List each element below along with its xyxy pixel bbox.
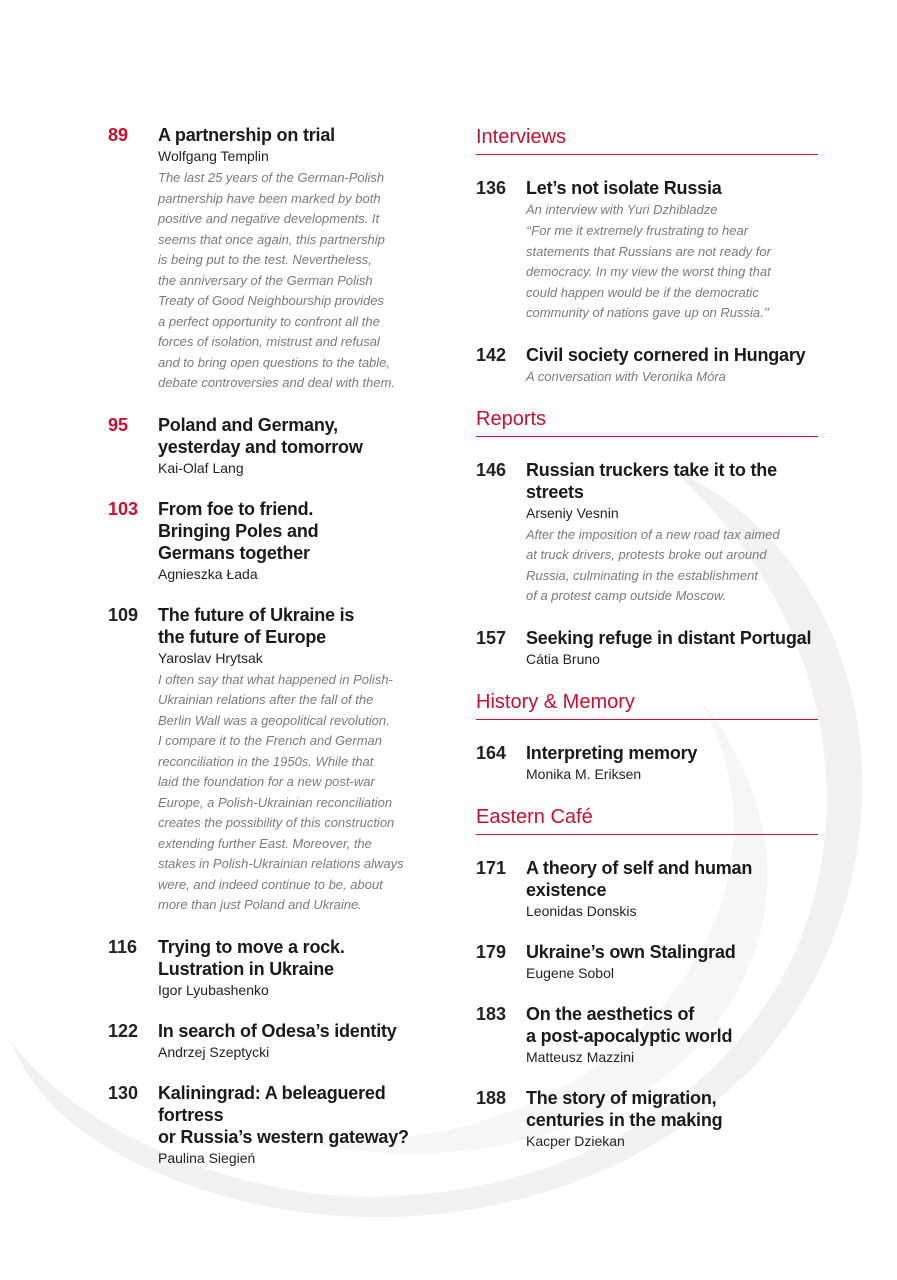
- toc-entry[interactable]: [108, 936, 438, 1000]
- article-subtitle: A conversation with Veronika Móra: [526, 368, 726, 384]
- page-number: 116: [108, 936, 138, 957]
- article-author: Andrzej Szeptycki: [158, 1043, 270, 1060]
- page-number: 179: [476, 941, 507, 962]
- toc-entry[interactable]: [476, 941, 818, 983]
- article-title[interactable]: A partnership on trial: [158, 125, 335, 145]
- toc-entry[interactable]: [476, 344, 818, 386]
- article-title[interactable]: Trying to move a rock. Lustration in Ukraine: [158, 936, 345, 979]
- section-heading: Eastern Café: [476, 804, 818, 835]
- toc-entry[interactable]: [476, 742, 818, 784]
- page-number: 146: [476, 459, 507, 480]
- page-number: 183: [476, 1003, 507, 1024]
- left-column: [108, 124, 438, 1188]
- article-title[interactable]: Ukraine’s own Stalingrad: [526, 941, 736, 962]
- page-number: 136: [476, 178, 507, 198]
- toc-entry[interactable]: [108, 1082, 438, 1168]
- toc-entry[interactable]: [476, 177, 818, 324]
- toc-entry[interactable]: [108, 1020, 438, 1062]
- toc-entry[interactable]: [476, 459, 818, 607]
- article-title[interactable]: The future of Ukraine is the future of Europe: [158, 604, 355, 647]
- article-title[interactable]: Seeking refuge in distant Portugal: [526, 627, 812, 648]
- article-title[interactable]: A theory of self and human existence: [526, 857, 753, 900]
- article-title[interactable]: On the aesthetics of a post-apocalyptic world: [526, 1003, 733, 1046]
- article-author: Matteusz Mazzini: [526, 1048, 635, 1065]
- article-author: Monika M. Eriksen: [526, 765, 642, 782]
- article-abstract: ‘‘For me it extremely frustrating to hear statements that Russians are not ready for democracy. In my view the worst thing that could happen would be if the democratic community of nations gave up on Russia.’’: [526, 223, 771, 320]
- page-number: 171: [476, 857, 507, 878]
- page-number: 130: [108, 1082, 139, 1103]
- page-number: 103: [108, 498, 139, 519]
- section-heading: Interviews: [476, 124, 818, 155]
- article-title[interactable]: From foe to friend. Bringing Poles and Germans together: [158, 498, 319, 563]
- article-abstract: I often say that what happened in Polish- Ukrainian relations after the fall of the Berlin Wall was a geopolitical revolution. I compare it to the French and German reconciliation in the 1950s. While that laid the foundation for a new post-war Europe, a Polish-Ukrainian reconciliation creates the possibility of this construction extending further East. Moreover, the stakes in Polish-Ukrainian relations always were, and indeed continue to be, about more than just Poland and Ukraine.: [158, 671, 404, 912]
- article-title[interactable]: The story of migration, centuries in the making: [526, 1087, 723, 1130]
- toc-entry[interactable]: [476, 627, 818, 669]
- page-number: 164: [476, 742, 507, 763]
- article-author: Paulina Siegień: [158, 1149, 256, 1166]
- right-column: [476, 124, 818, 1171]
- article-author: Cátia Bruno: [526, 650, 600, 667]
- article-author: Arseniy Vesnin: [526, 504, 619, 521]
- section-heading: History & Memory: [476, 689, 818, 720]
- article-title[interactable]: In search of Odesa’s identity: [158, 1020, 397, 1041]
- toc-entry[interactable]: [476, 1087, 818, 1151]
- page-number: 109: [108, 604, 139, 625]
- article-author: Kai-Olaf Lang: [158, 459, 244, 476]
- toc-entry[interactable]: [108, 124, 438, 394]
- toc-entry[interactable]: [108, 414, 438, 478]
- article-title[interactable]: Let’s not isolate Russia: [526, 178, 722, 198]
- article-abstract: After the imposition of a new road tax aimed at truck drivers, protests broke out around Russia, culminating in the establishment of a protest camp outside Moscow.: [526, 526, 780, 603]
- article-title[interactable]: Russian truckers take it to the streets: [526, 459, 777, 502]
- page-number: 122: [108, 1020, 139, 1041]
- page-number: 95: [108, 414, 129, 435]
- article-abstract: The last 25 years of the German-Polish partnership have been marked by both positive and negative developments. It seems that once again, this partnership is being put to the test. Nevertheless, the anniversary of the German Polish Treaty of Good Neighbourship provides a perfect opportunity to confront all the forces of isolation, mistrust and refusal and to bring open questions to the table, debate controversies and deal with them.: [158, 170, 396, 390]
- article-title[interactable]: Interpreting memory: [526, 742, 698, 763]
- article-author: Kacper Dziekan: [526, 1132, 625, 1149]
- toc-entry[interactable]: [108, 498, 438, 584]
- article-author: Yaroslav Hrytsak: [158, 649, 263, 666]
- article-title[interactable]: Poland and Germany, yesterday and tomorrow: [158, 414, 363, 457]
- article-title[interactable]: Kaliningrad: A beleaguered fortress or Russia’s western gateway?: [158, 1082, 409, 1147]
- article-title[interactable]: Civil society cornered in Hungary: [526, 344, 806, 365]
- page-number: 188: [476, 1087, 507, 1108]
- toc-entry[interactable]: [476, 1003, 818, 1067]
- article-author: Igor Lyubashenko: [158, 981, 269, 998]
- section-heading: Reports: [476, 406, 818, 437]
- article-author: Agnieszka Łada: [158, 565, 258, 582]
- page-number: 157: [476, 627, 507, 648]
- article-author: Leonidas Donskis: [526, 902, 637, 919]
- article-subtitle: An interview with Yuri Dzhibladze: [526, 202, 718, 217]
- toc-entry[interactable]: [108, 604, 438, 916]
- page-number: 142: [476, 344, 507, 365]
- article-author: Eugene Sobol: [526, 964, 614, 981]
- article-author: Wolfgang Templin: [158, 148, 269, 164]
- page-number: 89: [108, 125, 129, 145]
- toc-entry[interactable]: [476, 857, 818, 921]
